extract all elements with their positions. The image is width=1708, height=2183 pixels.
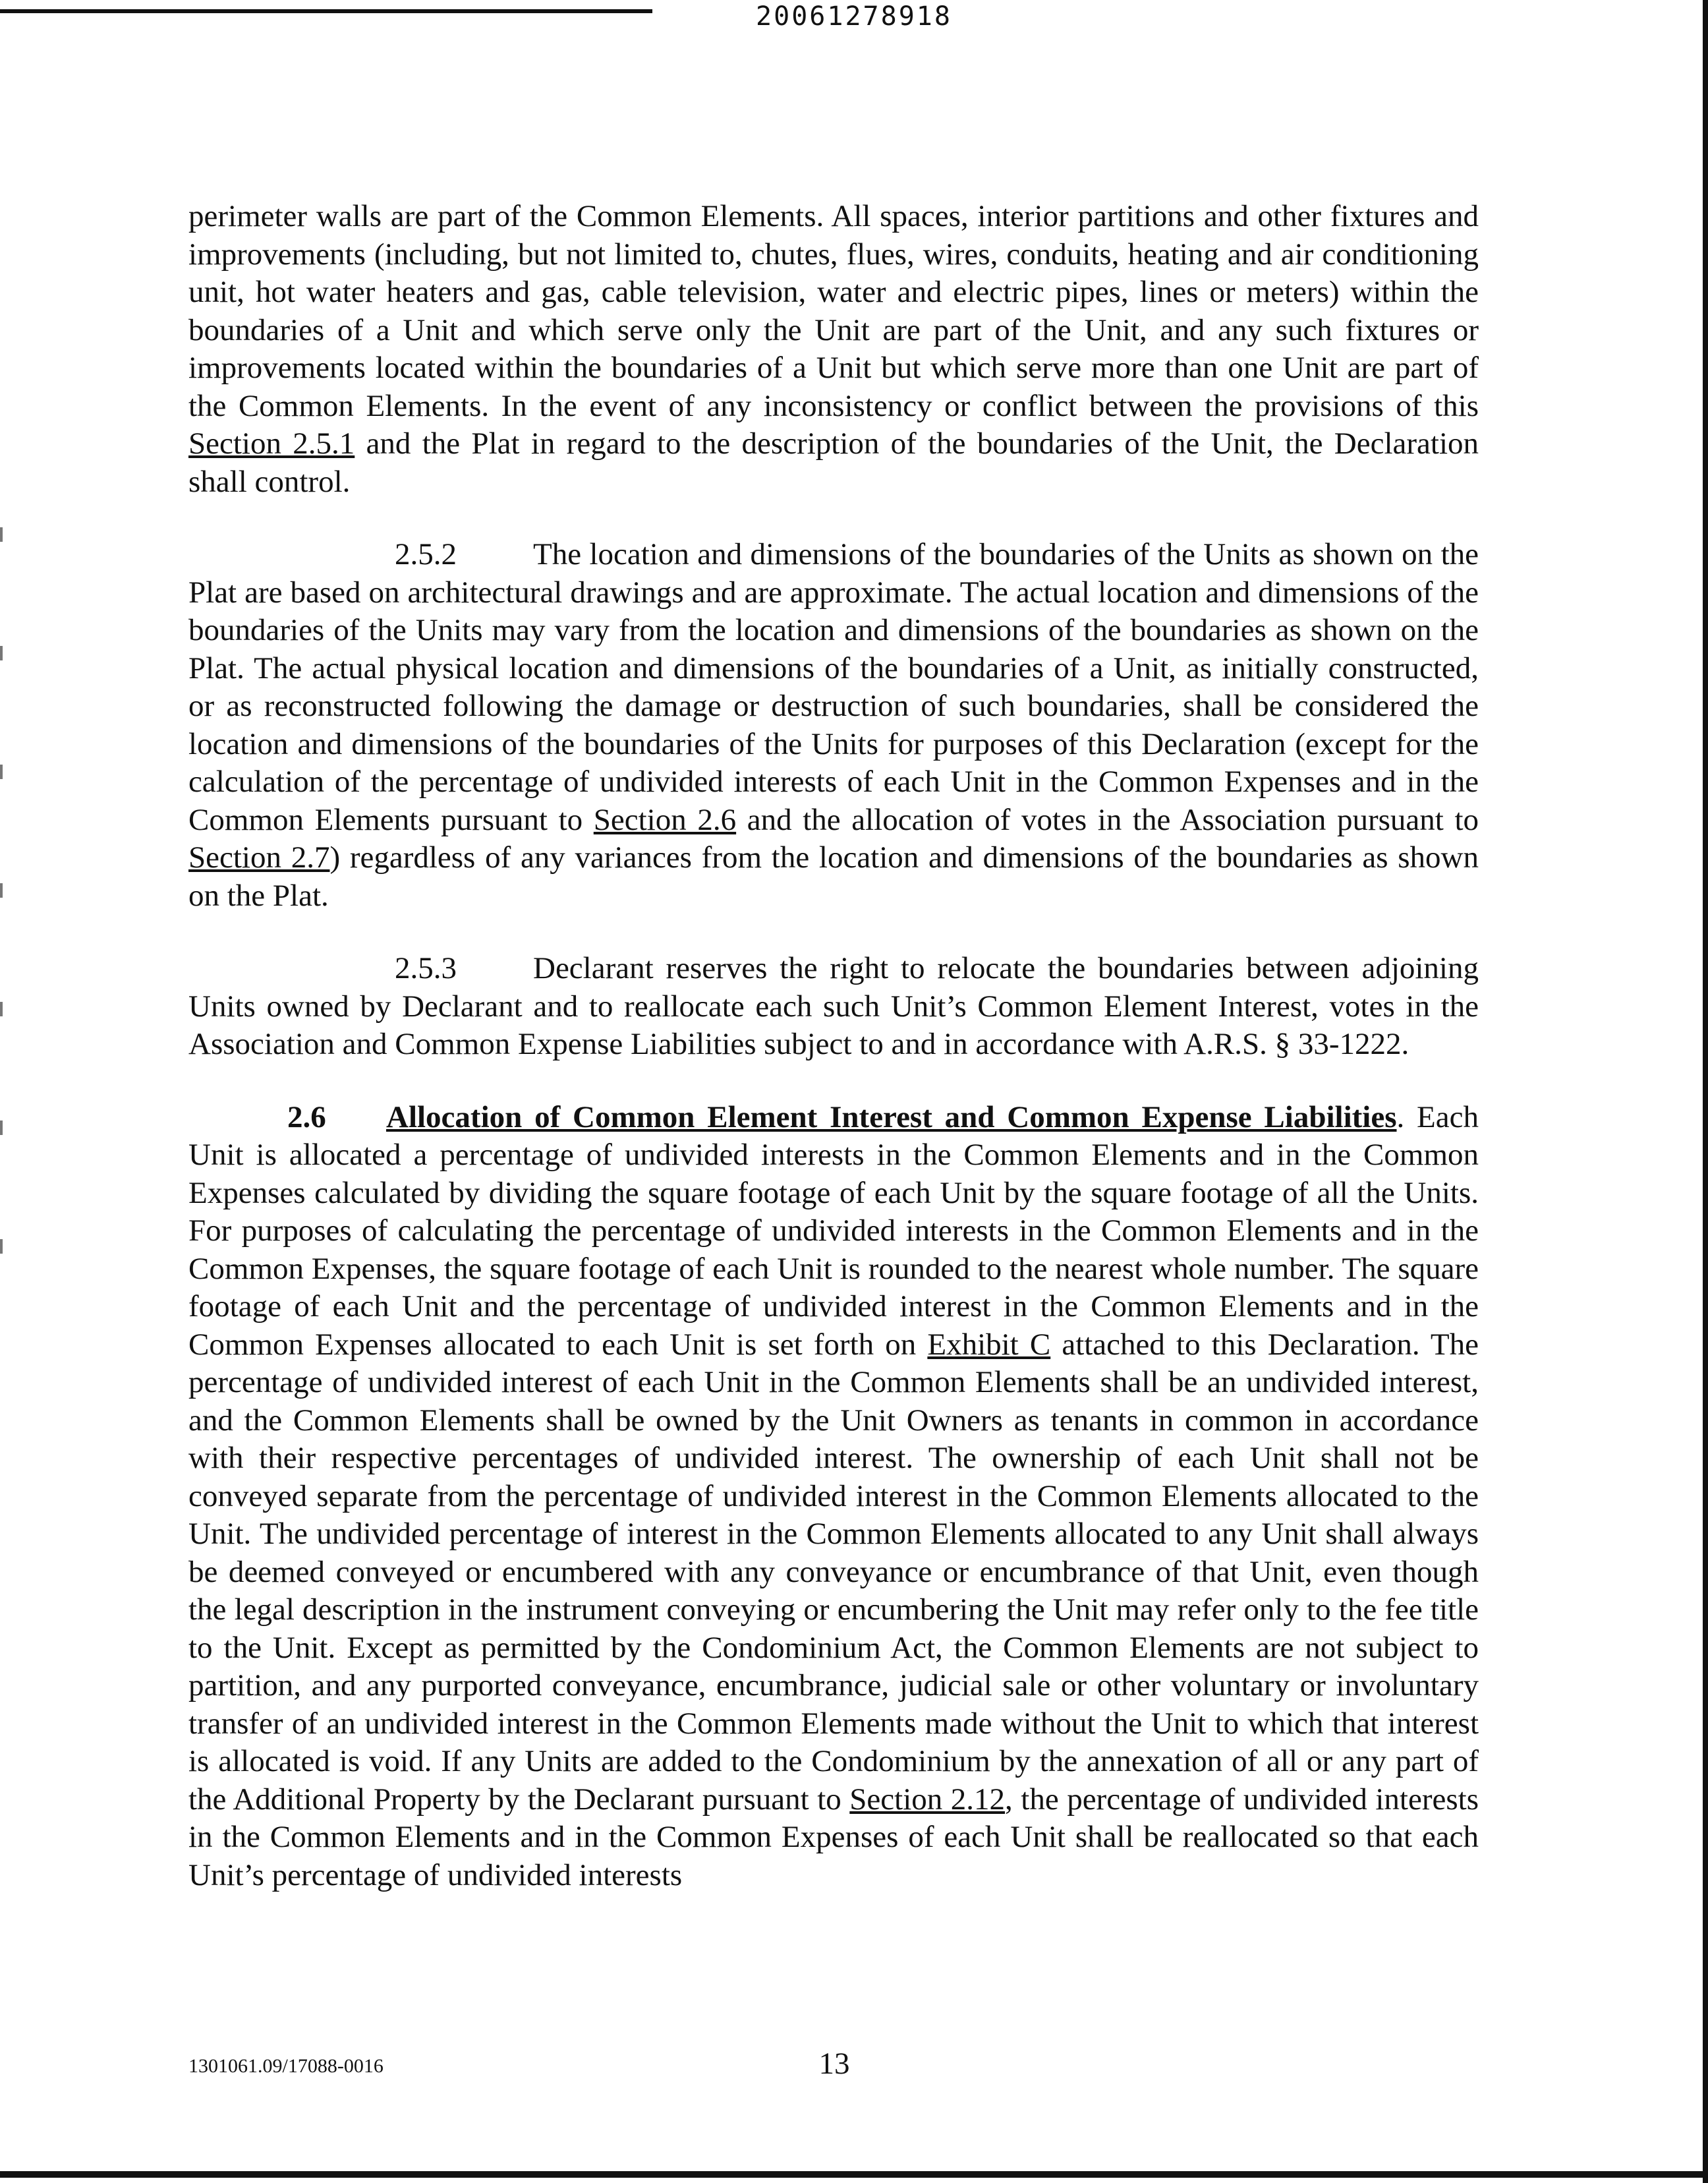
paragraph-text: ) regardless of any variances from the location and dimensions of the boundaries as shown on the Plat. [188,840,1479,913]
exhibit-reference: Exhibit C [927,1327,1051,1362]
paragraph-2-5-1-continued [188,198,1479,501]
left-scan-marks [0,527,3,1318]
section-number: 2.5.3 [395,951,457,985]
footer-document-id: 1301061.09/17088-0016 [188,2055,384,2077]
paragraph-text: Declarant reserves the right to relocate the boundaries between adjoining Units owned by Declarant and to reallocate each such Unit’s Common Element Interest, votes in the Association and Common Expense Liabilities subject to and in accordance with A.R.S. § 33-1222. [188,951,1479,1061]
section-reference: Section 2.5.1 [188,426,355,461]
bottom-rule [0,2171,1708,2178]
section-number: 2.6 [287,1099,326,1134]
paragraph-2-5-3 [188,950,1479,1064]
paragraph-text: attached to this Declaration. The percentage of undivided interest of each Unit in the Common Elements shall be an undivided interest, and the Common Elements shall be owned by the Unit Owners as tenants in common in accordance with their respective percentages of undivided interest. The ownership of each Unit shall not be conveyed separate from the percentage of undivided interest in the Common Elements allocated to the Unit. The undivided percentage of interest in the Common Elements allocated to any Unit shall always be deemed conveyed or encumbered with any conveyance or encumbrance of that Unit, even though the legal description in the instrument conveying or encumbering the Unit may refer only to the fee title to the Unit. Except as permitted by the Condominium Act, the Common Elements are not subject to partition, and any purported conveyance, encumbrance, judicial sale or other voluntary or involuntary transfer of an undivided interest in the Common Elements made without the Unit to which that interest is allocated is void. If any Units are added to the Condominium by the annexation of all or any part of the Additional Property by the Declarant pursuant to [188,1327,1479,1817]
paragraph-text: and the allocation of votes in the Association pursuant to [736,802,1479,837]
paragraph-2-5-2 [188,536,1479,915]
page-number: 13 [818,2047,850,2081]
document-number: 20061278918 [756,1,952,32]
section-reference: Section 2.12 [849,1782,1006,1817]
paragraph-text: and the Plat in regard to the description of the boundaries of the Unit, the Declaration shall control. [188,426,1479,499]
section-heading: Allocation of Common Element Interest and Common Expense Liabilities [386,1099,1397,1134]
paragraph-text: perimeter walls are part of the Common Elements. All spaces, interior partitions and other fixtures and improvements (including, but not limited to, chutes, flues, wires, conduits, heating and air conditioning unit, hot water heaters and gas, cable television, water and electric pipes, lines or meters) within the boundaries of a Unit and which serve only the Unit are part of the Unit, and any such fixtures or improvements located within the boundaries of a Unit but which serve more than one Unit are part of the Common Elements. In the event of any inconsistency or conflict between the provisions of this [188,199,1479,423]
section-reference: Section 2.7 [188,840,330,875]
paragraph-text: Each Unit is allocated a percentage of undivided interests in the Common Elements and in the Common Expenses calculated by dividing the square footage of each Unit by the square footage of all the Units. For purposes of calculating the percentage of undivided interests in the Common Elements and in the Common Expenses, the square footage of each Unit is rounded to the nearest whole number. The square footage of each Unit and the percentage of undivided interest in the Common Elements and in the Common Expenses allocated to each Unit is set forth on [188,1099,1479,1362]
document-body [188,198,1479,1929]
paragraph-2-6 [188,1099,1479,1895]
section-reference: Section 2.6 [593,802,737,837]
heading-period: . [1396,1099,1405,1134]
paragraph-text: The location and dimensions of the boundaries of the Units as shown on the Plat are based on architectural drawings and are approximate. The actual location and dimensions of the boundaries of the Units may vary from the location and dimensions of the boundaries as shown on the Plat. The actual physical location and dimensions of the boundaries of a Unit, as initially constructed, or as reconstructed following the damage or destruction of such boundaries, shall be considered the location and dimensions of the boundaries of the Units for purposes of this Declaration (except for the calculation of the percentage of undivided interests of each Unit in the Common Expenses and in the Common Elements pursuant to [188,537,1479,837]
section-number: 2.5.2 [395,537,457,571]
right-edge-rule [1703,0,1708,2183]
paragraph-text: , the percentage of undivided interests in the Common Elements and in the Common Expenses of each Unit shall be reallocated so that each Unit’s percentage of undivided interests [188,1782,1479,1892]
